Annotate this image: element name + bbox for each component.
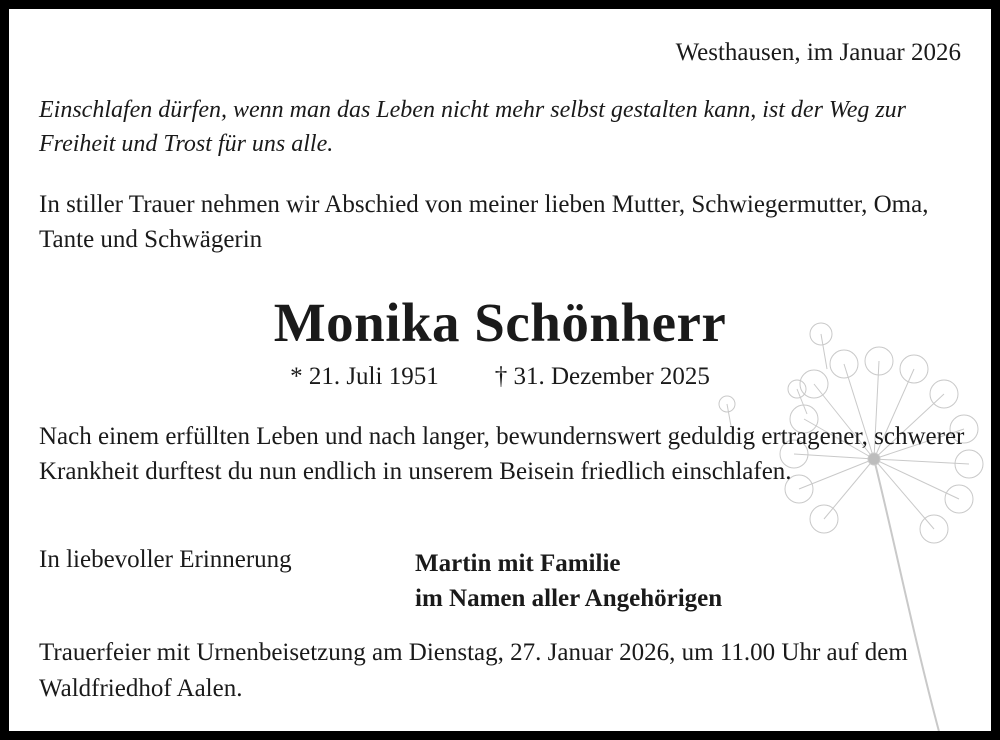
quote: Einschlafen dürfen, wenn man das Leben nicht mehr selbst gestalten kann, ist der Weg zur Freiheit und Trost für uns alle. [39, 97, 907, 157]
signer-line-2: im Namen aller Angehörigen [415, 585, 723, 612]
signer-line-1: Martin mit Familie [415, 550, 621, 577]
main-text: Nach einem erfüllten Leben und nach langer, bewundernswert geduldig ertragener, schwerer Krankheit durftest du nun endlich in unserem Beisein friedlich einschlafen. [39, 423, 965, 485]
deceased-name: Monika Schönherr [273, 292, 727, 353]
life-dates [9, 363, 991, 391]
death-date: † 31. Dezember 2025 [494, 363, 710, 390]
memory-label: In liebevoller Erinnerung [39, 546, 292, 573]
intro-text: In stiller Trauer nehmen wir Abschied von meiner lieben Mutter, Schwiegermutter, Oma, Tante und Schwägerin [39, 191, 929, 253]
location-date: Westhausen, im Januar 2026 [675, 39, 961, 66]
service-info: Trauerfeier mit Urnenbeisetzung am Dienstag, 27. Januar 2026, um 11.00 Uhr auf dem Waldfriedhof Aalen. [39, 639, 908, 702]
signers [415, 546, 722, 616]
birth-date: * 21. Juli 1951 [290, 363, 439, 390]
